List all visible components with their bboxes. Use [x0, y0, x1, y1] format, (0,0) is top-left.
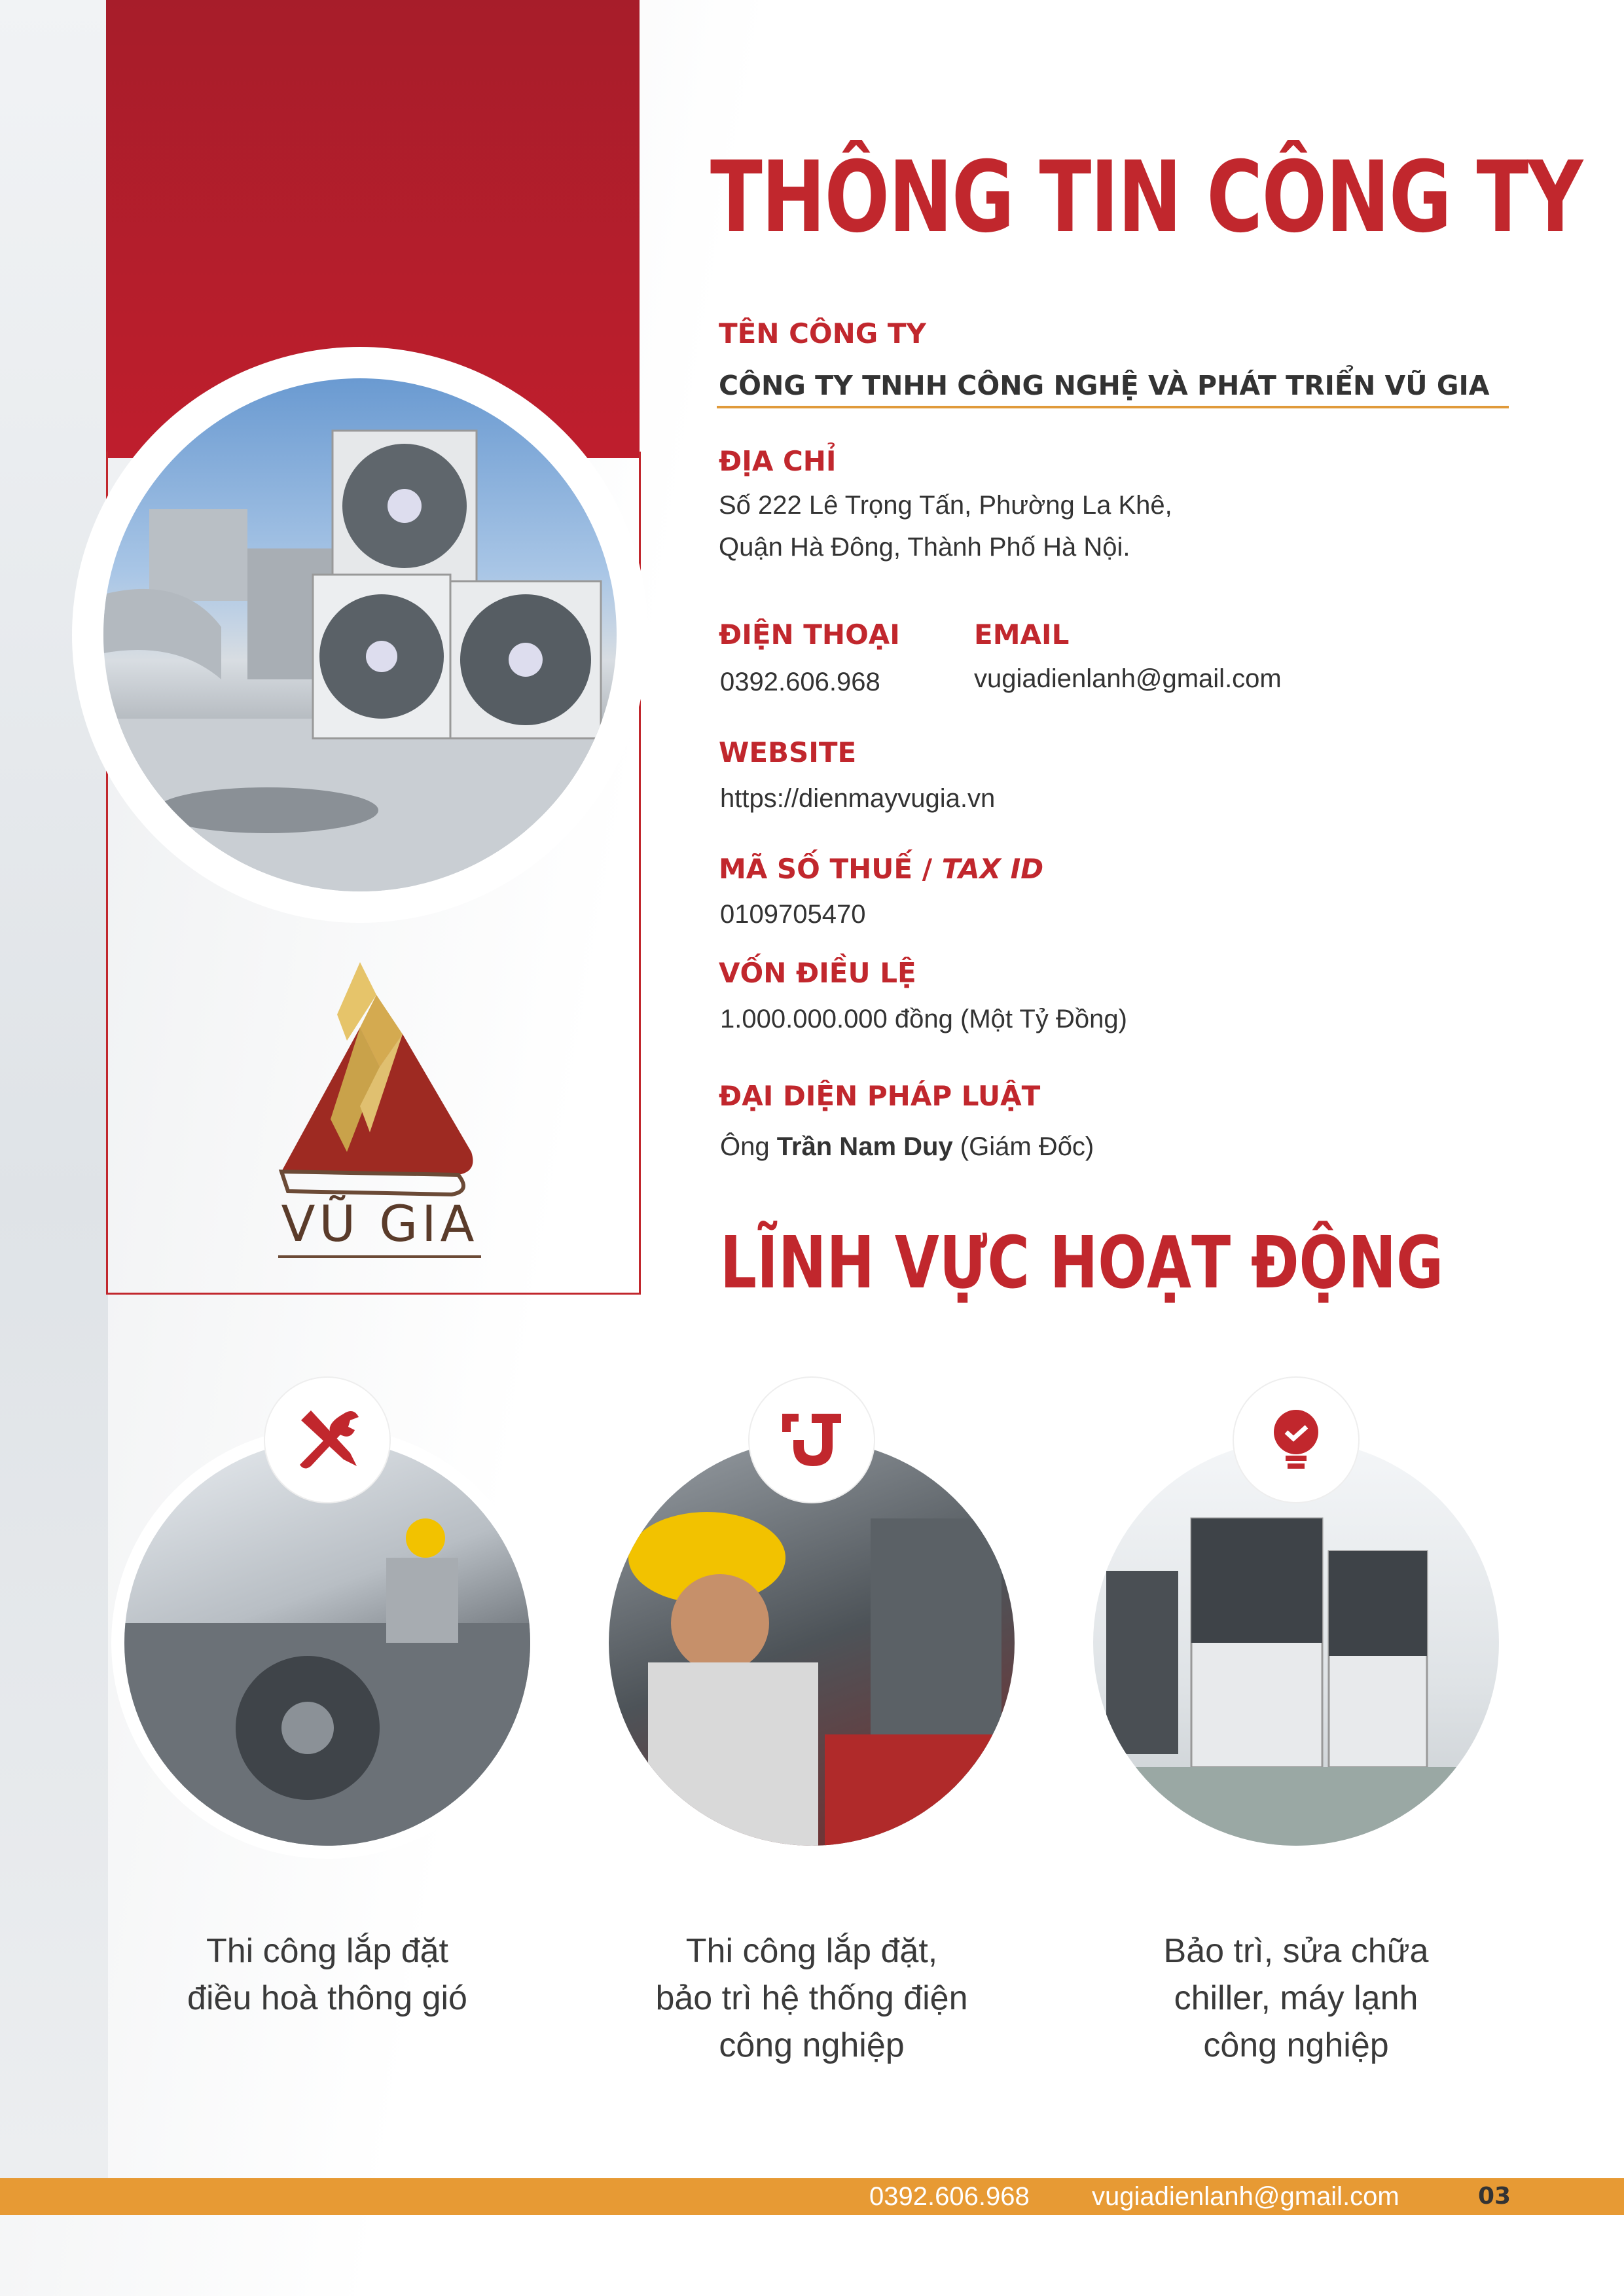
service-1-line-1: Thi công lắp đặt — [206, 1932, 449, 1970]
service-1-badge — [265, 1378, 389, 1502]
email-label: EMAIL — [974, 619, 1070, 651]
phone-value: 0392.606.968 — [720, 668, 880, 696]
service-1-caption — [124, 1928, 530, 2022]
service-2-line-1: Thi công lắp đặt, — [685, 1932, 938, 1970]
service-1-line-2: điều hoà thông gió — [187, 1979, 467, 2017]
company-name-underline — [717, 406, 1509, 408]
address-label: ĐỊA CHỈ — [719, 445, 837, 477]
address-line-2: Quận Hà Đông, Thành Phố Hà Nội. — [719, 533, 1130, 562]
capital-label: VỐN ĐIỀU LỆ — [719, 957, 916, 989]
activities-title: LĨNH VỰC HOẠT ĐỘNG — [720, 1221, 1444, 1304]
service-3-line-3: công nghiệp — [1203, 2026, 1389, 2064]
footer-phone: 0392.606.968 — [869, 2182, 1030, 2211]
website-label: WEBSITE — [719, 736, 857, 768]
page-number: 03 — [1478, 2183, 1511, 2210]
legal-rep-suffix: (Giám Đốc) — [952, 1132, 1094, 1161]
legal-rep-prefix: Ông — [720, 1132, 777, 1161]
legal-rep-label: ĐẠI DIỆN PHÁP LUẬT — [719, 1080, 1041, 1112]
capital-value: 1.000.000.000 đồng (Một Tỷ Đồng) — [720, 1005, 1127, 1033]
email-value: vugiadienlanh@gmail.com — [974, 664, 1282, 693]
company-name-value: CÔNG TY TNHH CÔNG NGHỆ VÀ PHÁT TRIỂN VŨ GIA — [719, 370, 1490, 401]
service-2-line-2: bảo trì hệ thống điện — [655, 1979, 968, 2017]
tax-label-italic: TAX ID — [941, 853, 1044, 885]
logo-underline — [278, 1255, 481, 1258]
tax-label — [719, 853, 1043, 885]
service-3-line-2: chiller, máy lạnh — [1174, 1979, 1418, 2017]
service-2-line-3: công nghiệp — [719, 2026, 905, 2064]
pipe-icon — [772, 1401, 851, 1479]
legal-rep-name: Trần Nam Duy — [776, 1132, 953, 1161]
service-3-badge — [1234, 1378, 1358, 1502]
service-3-caption — [1093, 1928, 1499, 2069]
hero-photo-hvac-units — [103, 378, 617, 891]
service-2-caption — [609, 1928, 1015, 2069]
legal-rep-value — [720, 1126, 1094, 1168]
tax-label-text: MÃ SỐ THUẾ / — [719, 853, 942, 885]
left-background-strip — [0, 0, 108, 2179]
website-value[interactable]: https://dienmayvugia.vn — [720, 784, 996, 813]
phone-label: ĐIỆN THOẠI — [719, 619, 900, 651]
logo-text: VŨ GIA — [281, 1194, 478, 1253]
company-info-title: THÔNG TIN CÔNG TY — [710, 141, 1582, 255]
address-line-1: Số 222 Lê Trọng Tấn, Phường La Khê, — [719, 491, 1172, 520]
service-3-line-1: Bảo trì, sửa chữa — [1163, 1932, 1429, 1970]
service-2-badge — [749, 1378, 874, 1502]
tax-value: 0109705470 — [720, 900, 866, 929]
company-name-label: TÊN CÔNG TY — [719, 317, 926, 350]
tools-icon — [288, 1401, 367, 1479]
footer-email[interactable]: vugiadienlanh@gmail.com — [1092, 2182, 1399, 2211]
lightbulb-icon — [1257, 1401, 1335, 1479]
